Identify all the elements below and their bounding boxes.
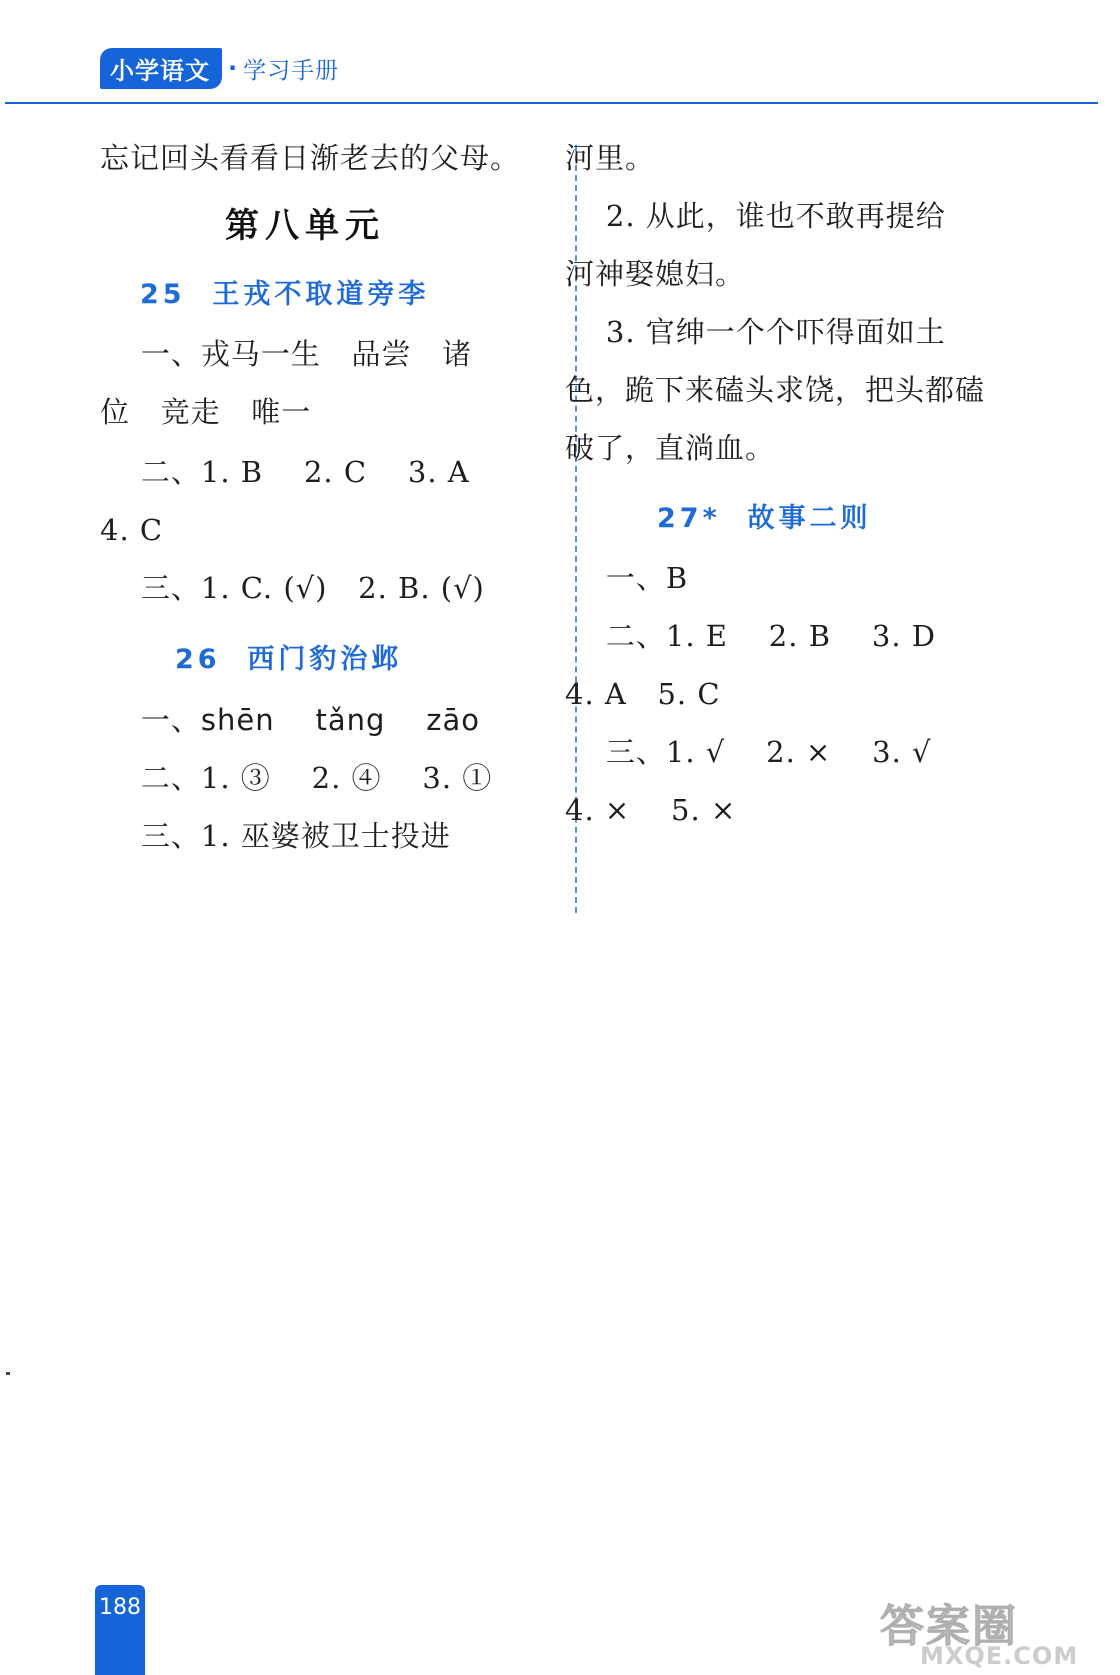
lesson-26-q3-line1: 三、1. 巫婆被卫士投进 bbox=[140, 819, 451, 853]
lesson-25-q2-line1: 二、1. B 2. C 3. A bbox=[140, 455, 470, 489]
lesson-25-q1-line1: 一、戎马一生 品尝 诸 bbox=[140, 337, 473, 371]
lesson-27-q1: 一、B bbox=[605, 561, 689, 595]
book-subtitle: 学习手册 bbox=[243, 57, 340, 84]
scan-edge-mark bbox=[6, 1372, 10, 1375]
lesson-25-q3: 三、1. C. (√) 2. B. (√) bbox=[140, 571, 485, 605]
page-header bbox=[100, 48, 339, 88]
header-divider bbox=[5, 102, 1098, 104]
right-line-1: 河里。 bbox=[565, 141, 656, 175]
lesson-27-q3-line2: 4. × 5. × bbox=[565, 793, 737, 827]
lesson-26-q1: 一、shēn tǎng zāo bbox=[140, 703, 480, 737]
lesson-25-title: 25 王戎不取道旁李 bbox=[140, 279, 430, 310]
watermark-url: MXQE.COM bbox=[920, 1642, 1079, 1670]
lesson-27-q2-line1: 二、1. E 2. B 3. D bbox=[605, 619, 937, 653]
page-number-tab bbox=[95, 1585, 145, 1675]
right-line-2: 2. 从此，谁也不敢再提给 bbox=[565, 199, 946, 233]
unit-title: 第八单元 bbox=[225, 206, 385, 246]
page-number: 188 bbox=[99, 1595, 141, 1620]
lesson-27-title: 27* 故事二则 bbox=[657, 503, 872, 534]
right-line-3: 河神娶媳妇。 bbox=[565, 257, 746, 291]
watermark-logo-text: 答案圈 bbox=[880, 1601, 1018, 1652]
lesson-25-q2-line2: 4. C bbox=[100, 513, 164, 547]
lesson-27-q2-line2: 4. A 5. C bbox=[565, 677, 721, 711]
right-line-5: 色，跪下来磕头求饶，把头都磕 bbox=[565, 373, 986, 407]
right-line-6: 破了，直淌血。 bbox=[565, 431, 776, 465]
book-series-badge: 小学语文 bbox=[100, 48, 222, 89]
lesson-26-q2: 二、1. ③ 2. ④ 3. ① bbox=[140, 761, 493, 795]
continued-answer-line: 忘记回头看看日渐老去的父母。 bbox=[100, 141, 521, 175]
right-line-4: 3. 官绅一个个吓得面如土 bbox=[565, 315, 946, 349]
header-separator-dot: · bbox=[228, 54, 238, 82]
lesson-26-title: 26 西门豹治邺 bbox=[175, 644, 403, 675]
site-watermark bbox=[880, 1590, 1110, 1670]
lesson-27-q3-line1: 三、1. √ 2. × 3. √ bbox=[605, 735, 932, 769]
lesson-25-q1-line2: 位 竞走 唯一 bbox=[100, 395, 312, 429]
